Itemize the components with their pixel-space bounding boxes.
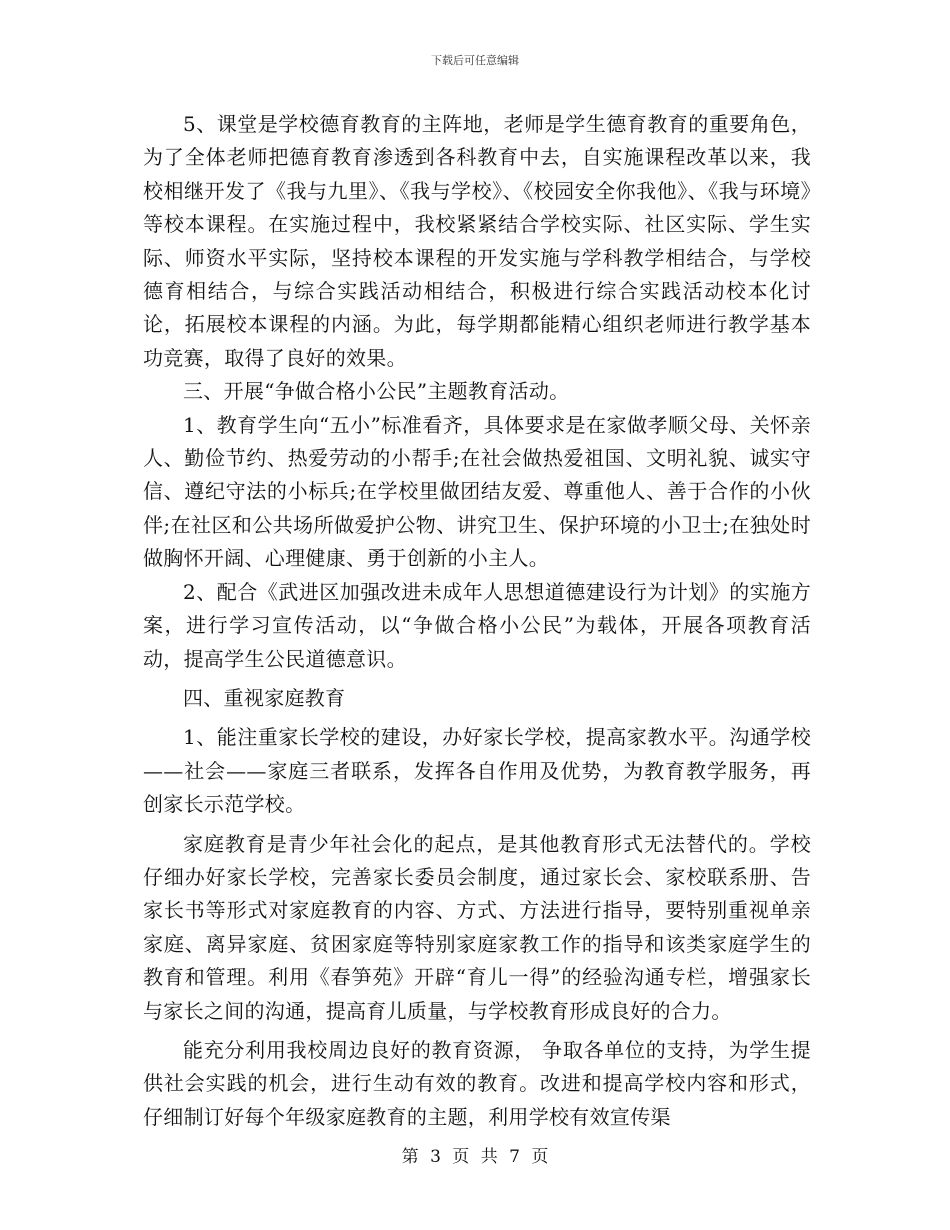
page-number: 第 3 页 共 7 页 (401, 1147, 549, 1167)
paragraph-parent-school: 1、能注重家长学校的建设，办好家长学校，提高家教水平。沟通学校——社会——家庭三者联系，发挥各自作用及优势，为教育教学服务，再创家长示范学校。 (143, 725, 811, 817)
paragraph-citizen-education: 2、配合《武进区加强改进未成年人思想道德建设行为计划》的实施方案，进行学习宣传活动，以“争做合格小公民”为载体，开展各项教育活动，提高学生公民道德意识。 (143, 579, 811, 671)
paragraph-community-resources: 能充分利用我校周边良好的教育资源， 争取各单位的支持，为学生提供社会实践的机会，进行生动有效的教育。改进和提高学校内容和形式，仔细制订好每个年级家庭教育的主题，利用学校有效宣传渠 (143, 1037, 811, 1129)
paragraph-course-development: 5、课堂是学校德育教育的主阵地，老师是学生德育教育的重要角色，为了全体老师把德育教育渗透到各科教育中去，自实施课程改革以来，我校相继开发了《我与九里》、《我与学校》、《校园安全你我他》、《我与环境》等校本课程。在实施过程中，我校紧紧结合学校实际、社区实际、学生实际、师资水平实际，坚持校本课程的开发实施与学科教学相结合，与学校德育相结合，与综合实践活动相结合，积极进行综合实践活动校本化讨论，拓展校本课程的内涵。为此，每学期都能精心组织老师进行教学基本功竞赛，取得了良好的效果。 (143, 112, 811, 370)
document-body (143, 108, 811, 1134)
heading-section-four: 四、重视家庭教育 (183, 685, 346, 710)
paragraph-family-education: 家庭教育是青少年社会化的起点，是其他教育形式无法替代的。学校仔细办好家长学校，完善家长委员会制度，通过家长会、家校联系册、告家长书等形式对家庭教育的内容、方式、方法进行指导，要特别重视单亲家庭、离异家庭、贫困家庭等特别家庭家教工作的指导和该类家庭学生的教育和管理。利用《春笋苑》开辟“育儿一得”的经验沟通专栏，增强家长与家长之间的沟通，提高育儿质量，与学校教育形成良好的合力。 (143, 831, 811, 1023)
heading-section-three: 三、开展“争做合格小公民”主题教育活动。 (183, 379, 570, 404)
paragraph-five-small-standards: 1、教育学生向“五小”标准看齐，具体要求是在家做孝顺父母、关怀亲人、勤俭节约、热爱劳动的小帮手;在社会做热爱祖国、文明礼貌、诚实守信、遵纪守法的小标兵;在学校里做团结友爱、尊重他人、善于合作的小伙伴;在社区和公共场所做爱护公物、讲究卫生、保护环境的小卫士;在独处时做胸怀开阔、心理健康、勇于创新的小主人。 (143, 412, 811, 571)
page-header-note: 下载后可任意编辑 (431, 54, 519, 67)
